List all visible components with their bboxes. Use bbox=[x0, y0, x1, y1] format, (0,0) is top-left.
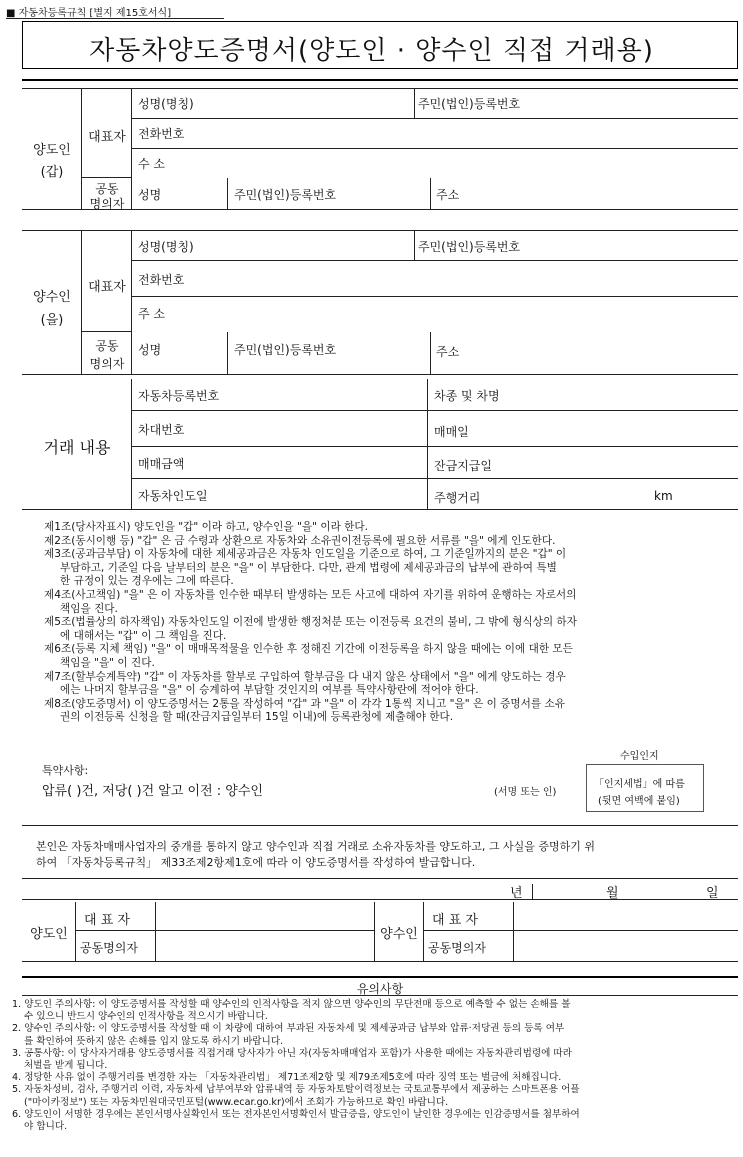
sign-buyer-label: 양수인 bbox=[380, 927, 418, 942]
article-line: 책임을 진다. bbox=[60, 602, 118, 615]
article-line: 제5조(법률상의 하자책임) 자동차인도일 이전에 발생한 행정처분 또는 이전등록 요건의 불비, 그 밖에 형식상의 하자 bbox=[44, 616, 577, 629]
date-day[interactable]: 일 bbox=[706, 886, 719, 901]
buyer-block bbox=[22, 230, 738, 375]
buyer-label-eul: (을) bbox=[40, 313, 64, 328]
deal-block bbox=[22, 379, 738, 510]
certify-divider bbox=[22, 825, 738, 826]
notice-line: 야 합니다. bbox=[24, 1121, 68, 1133]
buyer-joint-addr[interactable]: 주소 bbox=[436, 345, 460, 359]
deal-sale-date[interactable]: 매매일 bbox=[434, 425, 469, 439]
page-title: 자동차양도증명서(양도인 · 양수인 직접 거래용) bbox=[89, 36, 654, 66]
title-divider bbox=[22, 79, 738, 81]
buyer-address-field[interactable]: 주 소 bbox=[138, 307, 165, 321]
stamp-title: 수입인지 bbox=[620, 751, 659, 762]
seller-label: 양도인 bbox=[33, 143, 71, 158]
buyer-rep-label: 대표자 bbox=[88, 280, 126, 295]
article-line: 에는 나머지 할부금을 "을" 이 승계하여 부담할 것인지의 여부를 특약사항란에 적어야 한다. bbox=[60, 684, 479, 697]
contract-articles bbox=[44, 521, 734, 725]
article-line: 제3조(공과금부담) 이 자동차에 대한 제세공과금은 자동차 인도일을 기준으로 하여, 그 기준일까지의 분은 "갑" 이 bbox=[44, 548, 567, 561]
sign-seller-joint-field[interactable] bbox=[156, 931, 374, 961]
deal-balance-date[interactable]: 잔금지급일 bbox=[434, 459, 492, 473]
article-line: 제8조(양도증명서) 이 양도증명서는 2통을 작성하여 "갑" 과 "을" 이 각각 1통씩 지니고 "을" 은 이 증명서를 소유 bbox=[44, 697, 565, 710]
article-line: 제1조(당사자표시) 양도인을 "갑" 이라 하고, 양수인을 "을" 이라 한다. bbox=[44, 521, 369, 533]
deal-vin[interactable]: 차대번호 bbox=[138, 423, 185, 437]
seller-name-field[interactable]: 성명(명칭) bbox=[138, 97, 194, 111]
notice-list bbox=[12, 999, 740, 1133]
article-line: 제7조(할부승계특약) "갑" 이 자동차를 할부로 구입하여 할부금을 다 내지 않은 상태에서 "을" 에게 양도하는 경우 bbox=[44, 670, 566, 683]
article-line: 권의 이전등록 신청을 할 때(잔금지급일부터 15일 이내)에 등록관청에 제출해야 한다. bbox=[60, 711, 454, 724]
seller-label-gap: (갑) bbox=[40, 165, 64, 180]
sign-seller-rep-field[interactable] bbox=[156, 902, 374, 931]
sign-seller-label: 양도인 bbox=[30, 927, 68, 942]
form-reference: ■ 자동차등록규칙 [별지 제15호서식] bbox=[6, 8, 172, 19]
notice-line: 2. 양수인 주의사항: 이 양도증명서를 작성할 때 이 차량에 대하여 부과된 자동차세 및 제세공과금 납부와 압류·저당권 등의 등록 여부 bbox=[12, 1023, 565, 1035]
notice-line: 5. 자동차성비, 검사, 주행거리 이력, 자동차세 납부여부와 압류내역 등 자동차토탈이력정보는 국토교통부에서 제공하는 스마트폰용 어플 bbox=[12, 1084, 580, 1096]
buyer-joint-label2: 명의자 bbox=[89, 357, 125, 371]
article-line: 제6조(등록 지체 책임) "을" 이 매매목적물을 인수한 후 정해진 기간에 이전등록을 하지 않을 때에는 이에 대한 모든 bbox=[44, 643, 573, 656]
notice-line: 4. 정당한 사유 없이 주행거리를 변경한 자는 「자동차관리법」 제71조제2항 및 제79조제5호에 따라 징역 또는 벌금에 처해집니다. bbox=[12, 1072, 562, 1084]
special-terms-label: 특약사항: bbox=[42, 764, 89, 777]
buyer-joint-name[interactable]: 성명 bbox=[138, 343, 162, 357]
deal-reg-no[interactable]: 자동차등록번호 bbox=[138, 389, 220, 403]
seller-block bbox=[22, 88, 738, 210]
sign-buyer-joint-field[interactable] bbox=[514, 931, 738, 961]
article-line: 에 대해서는 "갑" 이 그 책임을 진다. bbox=[60, 629, 227, 642]
buyer-name-field[interactable]: 성명(명칭) bbox=[138, 240, 194, 254]
seller-address-field[interactable]: 수 소 bbox=[138, 157, 165, 171]
stamp-note-2: (뒷면 여백에 붙임) bbox=[598, 796, 680, 807]
buyer-label: 양수인 bbox=[33, 290, 71, 305]
buyer-joint-label: 공동 bbox=[95, 339, 119, 353]
notice-line: 처벌을 받게 됩니다. bbox=[24, 1060, 108, 1072]
article-line: 책임을 "을" 이 진다. bbox=[60, 656, 155, 669]
seller-joint-id[interactable]: 주민(법인)등록번호 bbox=[234, 188, 337, 202]
date-month[interactable]: 월 bbox=[606, 886, 619, 901]
seller-joint-name[interactable]: 성명 bbox=[138, 188, 162, 202]
deal-label: 거래 내용 bbox=[43, 438, 111, 457]
seller-phone-field[interactable]: 전화번호 bbox=[138, 127, 185, 141]
seller-id-field[interactable]: 주민(법인)등록번호 bbox=[418, 97, 521, 111]
article-line: 제4조(사고책임) "을" 은 이 자동차를 인수한 때부터 발생하는 모든 사고에 대하여 자기를 위하여 운행하는 자로서의 bbox=[44, 588, 577, 601]
seller-joint-addr[interactable]: 주소 bbox=[436, 188, 460, 202]
seller-rep-label: 대표자 bbox=[88, 130, 126, 145]
notice-line: 수 있으니 반드시 양수인의 인적사항을 적으시기 바랍니다. bbox=[24, 1011, 268, 1023]
article-line: 부담하고, 기준일 다음 날부터의 분은 "을" 이 부담한다. 다만, 관계 법령에 제세공과금의 납부에 관하여 특별 bbox=[60, 561, 557, 574]
deal-mileage[interactable]: 주행거리 bbox=[434, 491, 481, 505]
seller-joint-label2: 명의자 bbox=[89, 197, 125, 211]
deal-price[interactable]: 매매금액 bbox=[138, 457, 185, 471]
sign-buyer-rep: 대 표 자 bbox=[432, 913, 478, 928]
date-row bbox=[22, 878, 738, 900]
sign-seller-joint: 공동명의자 bbox=[80, 941, 138, 955]
date-tick bbox=[532, 884, 533, 900]
sign-seller-rep: 대 표 자 bbox=[84, 913, 130, 928]
certify-text-2: 하여 「자동차등록규칙」 제33조제2항제1호에 따라 이 양도증명서를 작성하여 발급합니다. bbox=[36, 856, 476, 869]
sign-buyer-rep-field[interactable] bbox=[514, 902, 738, 931]
buyer-phone-field[interactable]: 전화번호 bbox=[138, 273, 185, 287]
article-line: 제2조(동시이행 등) "갑" 은 금 수령과 상환으로 자동차와 소유권이전등록에 필요한 서류를 "을" 에게 인도한다. bbox=[44, 534, 556, 547]
deal-km-unit: km bbox=[654, 489, 673, 503]
article-line: 한 규정이 있는 경우에는 그에 따른다. bbox=[60, 575, 234, 588]
header-underline bbox=[6, 18, 224, 19]
deal-delivery-date[interactable]: 자동차인도일 bbox=[138, 489, 208, 503]
date-year[interactable]: 년 bbox=[510, 886, 523, 901]
notice-line: 3. 공통사항: 이 당사자거래용 양도증명서를 직접거래 당사자가 아닌 자(자동차매매업자 포함)가 사용한 때에는 자동차관리법령에 따라 bbox=[12, 1047, 572, 1059]
sign-note: (서명 또는 인) bbox=[494, 787, 557, 798]
sign-buyer-joint: 공동명의자 bbox=[428, 941, 486, 955]
notice-title: 유의사항 bbox=[356, 982, 404, 996]
deal-model[interactable]: 차종 및 차명 bbox=[434, 389, 500, 403]
certify-text-1: 본인은 자동차매매사업자의 중개를 통하지 않고 양수인과 직접 거래로 소유자동차를 양도하고, 그 사실을 증명하기 위 bbox=[36, 840, 595, 853]
notice-line: ("마이카정보") 또는 자동차민원대국민포털(www.ecar.go.kr)에서 조회가 가능하므로 확인 바랍니다. bbox=[24, 1096, 449, 1108]
seller-joint-label: 공동 bbox=[95, 182, 119, 196]
buyer-id-field[interactable]: 주민(법인)등록번호 bbox=[418, 240, 521, 254]
notice-line: 6. 양도인이 서명한 경우에는 본인서명사실확인서 또는 전자본인서명확인서 발급증을, 양도인이 날인한 경우에는 인감증명서를 첨부하여 bbox=[12, 1108, 580, 1120]
buyer-joint-id[interactable]: 주민(법인)등록번호 bbox=[234, 343, 337, 357]
signature-block bbox=[22, 902, 738, 962]
special-terms-line[interactable]: 압류( )건, 저당( )건 알고 이전 : 양수인 bbox=[42, 784, 263, 799]
notice-line: 를 확인하여 뜻하지 않은 손해를 입지 않도록 하시기 바랍니다. bbox=[24, 1035, 284, 1047]
stamp-note-1: 「인지세법」에 따름 bbox=[594, 779, 685, 790]
notice-line: 1. 양도인 주의사항: 이 양도증명서를 작성할 때 양수인의 인적사항을 적지 않으면 양수인의 무단전매 등으로 예측할 수 없는 손해를 볼 bbox=[12, 999, 571, 1010]
